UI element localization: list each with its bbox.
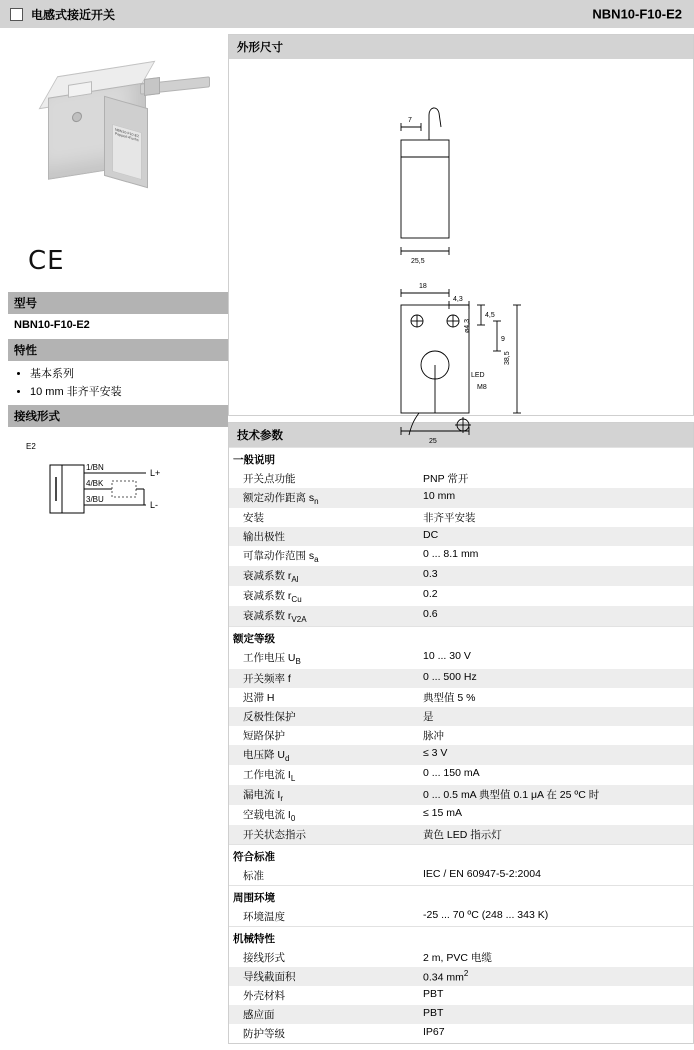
spec-key: 感应面: [229, 1005, 419, 1024]
sensor-label: NBN10-F10-E2 Pepperl+Fuchs: [112, 124, 142, 181]
spec-value: PBT: [423, 987, 444, 1000]
svg-text:LED: LED: [471, 372, 485, 379]
svg-text:38,5: 38,5: [504, 351, 511, 365]
dimensions-title: 外形尺寸: [229, 35, 693, 59]
table-row: [229, 508, 693, 527]
spec-key: 反极性保护: [229, 707, 419, 726]
spec-key: 空载电流 $I_0$: [243, 808, 296, 823]
spec-value: 0 ... 8.1 mm: [423, 548, 479, 561]
svg-text:25,5: 25,5: [411, 258, 425, 265]
svg-text:25: 25: [429, 438, 437, 445]
spec-value: ≤ 3 V: [419, 745, 693, 765]
table-row: [229, 785, 693, 805]
table-row: [229, 688, 693, 707]
svg-text:M8: M8: [477, 384, 487, 391]
spec-value: -25 ... 70 ºC (248 ... 343 K): [423, 908, 549, 921]
spec-key: 额定动作距离 $s_n$: [229, 488, 419, 508]
spec-key: 环境温度: [243, 910, 285, 923]
svg-text:L-: L-: [150, 500, 159, 510]
spec-value: 0.3: [419, 566, 693, 586]
left-column: [0, 34, 228, 577]
wiring-diagram-svg: [20, 437, 230, 567]
spec-key: 工作电流 $I_L$: [243, 768, 296, 783]
table-row: [229, 967, 693, 986]
svg-text:9: 9: [501, 336, 505, 343]
spec-key: 开关状态指示: [229, 825, 419, 845]
spec-group-header: [229, 448, 693, 470]
table-row: [229, 1005, 693, 1024]
spec-value: IEC / EN 60947-5-2:2004: [423, 867, 541, 880]
spec-group-label: 额定等级: [229, 627, 693, 649]
spec-group-header: [229, 844, 693, 866]
table-row: [229, 907, 693, 927]
spec-group-label: 符合标准: [229, 844, 693, 866]
table-row: [229, 469, 693, 488]
table-row: [229, 805, 693, 825]
svg-text:4,3: 4,3: [453, 296, 463, 303]
svg-text:4,5: 4,5: [485, 312, 495, 319]
table-row: [229, 745, 693, 765]
table-row: [229, 669, 693, 688]
spec-group-label: 一般说明: [229, 448, 693, 470]
wiring-diagram: [8, 427, 228, 577]
ce-mark-icon: CE: [28, 246, 65, 276]
spec-value: 非齐平安装: [423, 512, 476, 525]
table-row: [229, 986, 693, 1005]
spec-value: PNP 常开: [423, 473, 469, 485]
table-row: [229, 488, 693, 508]
spec-value: IP67: [423, 1025, 445, 1038]
table-row: [229, 765, 693, 785]
spec-key: 漏电流 $I_r$: [229, 785, 419, 805]
svg-text:1/BN: 1/BN: [86, 463, 104, 472]
spec-value: 0.6: [419, 606, 693, 627]
spec-key: 输出极性: [229, 527, 419, 546]
spec-group-header: [229, 627, 693, 649]
table-row: [229, 566, 693, 586]
spec-key: 衰减系数 $r_{Al}$: [229, 566, 419, 586]
spec-value: 0.2: [423, 588, 438, 601]
svg-text:7: 7: [408, 117, 412, 124]
table-row: [229, 866, 693, 886]
table-row: [229, 648, 693, 668]
spec-key: 标准: [243, 869, 264, 882]
header-model-number: NBN10-F10-E2: [592, 6, 682, 22]
section-bar-features: 特性: [8, 339, 228, 361]
right-column: [228, 34, 694, 1050]
svg-text:E2: E2: [26, 442, 36, 451]
spec-value: 黄色 LED 指示灯: [419, 825, 693, 845]
spec-value: 10 mm: [419, 488, 693, 508]
spec-value: 2 m, PVC 电缆: [423, 951, 492, 964]
page-header: [0, 0, 694, 28]
spec-key: 接线形式: [243, 951, 285, 964]
spec-value: 典型值 5 %: [423, 691, 476, 704]
list-item: • 基本系列: [30, 365, 228, 381]
spec-key: 电压降 $U_d$: [229, 745, 419, 765]
model-value: NBN10-F10-E2: [14, 319, 90, 331]
table-row: [229, 586, 693, 606]
svg-text:L+: L+: [150, 468, 161, 478]
spec-group-label: 周围环境: [229, 885, 693, 907]
spec-value: 脉冲: [423, 729, 444, 742]
page-title: 电感式接近开关: [31, 7, 116, 22]
table-row: [229, 726, 693, 745]
svg-text:18: 18: [419, 283, 427, 290]
spec-value: 10 ... 30 V: [423, 650, 471, 663]
svg-text:4/BK: 4/BK: [86, 479, 104, 488]
specifications-table: [229, 447, 693, 1043]
spec-value: 是: [419, 707, 693, 726]
spec-value: PBT: [419, 1005, 693, 1024]
table-row: [229, 948, 693, 967]
square-outline-icon: [10, 8, 23, 21]
spec-key: 工作电压 $U_B$: [243, 652, 301, 667]
svg-text:ø4,3: ø4,3: [464, 318, 471, 333]
specifications-title: 技术参数: [229, 423, 693, 447]
spec-value: 0 ... 0.5 mA 典型值 0.1 μA 在 25 ºC 时: [419, 785, 693, 805]
specifications-panel: [228, 422, 694, 1044]
spec-key: 衰减系数 $r_{V2A}$: [229, 606, 419, 627]
table-row: [229, 546, 693, 566]
spec-key: 开关频率 f: [229, 669, 419, 688]
table-row: [229, 707, 693, 726]
section-bar-wiring: 接线形式: [8, 405, 228, 427]
spec-key: 导线截面积: [229, 967, 419, 986]
spec-key: 可靠动作范围 $s_a$: [243, 550, 319, 565]
feature-list: [8, 365, 228, 399]
spec-key: 衰减系数 $r_{Cu}$: [243, 590, 302, 605]
spec-key: 迟滞 H: [243, 691, 275, 704]
spec-value: 0 ... 150 mA: [423, 766, 480, 779]
spec-group-label: 机械特性: [229, 926, 693, 948]
spec-group-header: [229, 926, 693, 948]
table-row: [229, 825, 693, 845]
section-bar-model: 型号: [8, 292, 228, 314]
spec-value: 0 ... 500 Hz: [419, 669, 693, 688]
spec-value: 0.34 $mm^2$: [419, 967, 693, 986]
sensor-cable-gland: [144, 77, 160, 96]
table-row: [229, 606, 693, 627]
page-content: [0, 28, 694, 1050]
table-row: [229, 1024, 693, 1043]
spec-key: 短路保护: [243, 729, 285, 742]
spec-value: ≤ 15 mA: [423, 806, 463, 819]
spec-value: DC: [419, 527, 693, 546]
svg-text:3/BU: 3/BU: [86, 495, 104, 504]
list-item: • 10 mm 非齐平安装: [30, 383, 228, 399]
spec-key: 开关点功能: [243, 473, 296, 485]
spec-key: 外壳材料: [243, 989, 285, 1002]
spec-group-header: [229, 885, 693, 907]
spec-key: 防护等级: [243, 1027, 285, 1040]
product-photo: [8, 38, 222, 238]
table-row: [229, 527, 693, 546]
spec-key: 安装: [243, 512, 264, 525]
